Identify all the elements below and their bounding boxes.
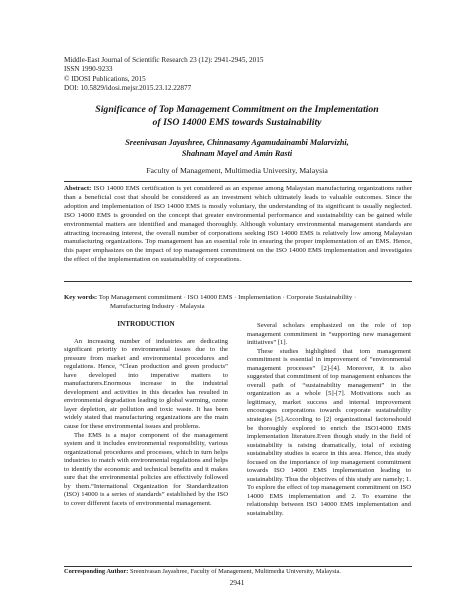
right-paragraph-1: Several scholars emphasized on the role of top management commitment in “supporting new management initiatives” [1]. (247, 322, 411, 347)
footnote-label: Corresponding Author: (64, 568, 129, 575)
keywords-line-1: Top Management commitment · ISO 14000 EMS · Implementation · Corporate Sustainability · (97, 294, 357, 301)
keywords-label: Key words: (64, 294, 98, 301)
introduction-paragraph-2: The EMS is a major component of the management system and it includes environmental responsibility, various organizational procedures and processes, which in turn helps industries to match with environmental regulations and helps to identify the economic and technical benefits and it makes sure that the environmental policies are effectively followed by them.“International Organization for Standardization (ISO) 14000 is a series of standards” established by the ISO to cover different facets of environmental management. (64, 431, 228, 507)
abstract-top-rule (64, 181, 412, 182)
title-line-1: Significance of Top Management Commitment on the Implementation (95, 104, 379, 115)
journal-doi: DOI: 10.5829/idosi.mejsr.2015.23.12.22877 (64, 84, 192, 93)
left-column (64, 320, 228, 508)
footnote-rule (64, 566, 412, 567)
paper-title (60, 104, 414, 129)
journal-copyright: © IDOSI Publications, 2015 (64, 74, 146, 83)
journal-header (64, 56, 263, 94)
right-column (247, 322, 411, 519)
title-line-2: of ISO 14000 EMS towards Sustainability (152, 116, 322, 128)
abstract-text: ISO 14000 EMS certification is yet considered as an expense among Malaysian manufacturing organizations rather than a beneficial cost that should be considered as an investment which ultimately leads to valuable outcomes. Since the adoption and implementation of ISO 14000 EMS is mostly voluntary, the understanding of its significant is usually neglected. ISO 14000 EMS is grounded on the concept that greater environmental performance and sustainability can be gained while environmental matters are identified and managed thoroughly. Although voluntary environmental management standards are attracting increasing interest, the overall number of corporations seeking ISO 14000 EMS is relatively low among Malaysian manufacturing organizations. Top management has an essential role in ensuring the proper implementation of an EMS. Hence, this paper emphasizes on the impact of top management commitment on the ISO 14000 EMS implementation and investigates the effect of the implementation on sustainability of corporations. (64, 185, 412, 264)
journal-issn: ISSN 1990-9233 (64, 65, 113, 74)
page-number: 2941 (229, 578, 245, 587)
abstract-block (64, 185, 412, 265)
corresponding-author-note (64, 568, 424, 576)
keywords-line-2: Manufacturing Industry · Malaysia (110, 302, 205, 310)
affiliation: Faculty of Management, Multimedia University, Malaysia (146, 166, 328, 175)
author-list (60, 137, 414, 159)
abstract-label: Abstract: (64, 185, 92, 192)
footnote-text: Sreenivasan Jayashree, Faculty of Management, Multimedia University, Malaysia. (128, 568, 341, 575)
journal-citation: Middle-East Journal of Scientific Research 23 (12): 2941-2945, 2015 (64, 56, 264, 64)
abstract-bottom-rule (64, 281, 412, 282)
introduction-paragraph-1: An increasing number of industries are dedicating significant priority to environmental issues due to the pressure from market and environmental procedures and regulations. Hence, “Clean production and green products” have developed into imperative matters to manufacturers.Enormous increase in the industrial development and activities in this decades has resulted in environmental degradation leading to global warming, ozone layer depletion, air pollution and toxic waste. It has been widely stated that manufacturing organizations are the main cause for these environmental issues and problems. (64, 337, 228, 431)
right-paragraph-2: These studies highlighted that tom management commitment is essential in improvement of “environmental management processes” [2]-[4]. Moreover, it is also suggested that commitment of top management enhances the overall path of “sustainability management” in the organization as a whole [5]-[7]. Motivations such as legitimacy, market success and internal improvement encourages corporations towards corporate sustainability strategies [5].According to [2] organizational factorsshould be thoroughly explored to enrich the ISO14000 EMS implementation literature.Even though study in the field of sustainability is raising dramatically, total of existing sustainability studies is scarce in this area. Hence, this study focused on the importance of top management commitment towards ISO 14000 EMS implementation leading to sustainability. Thus the objectives of this study are namely; 1. To explore the effect of top management commitment on ISO 14000 EMS implementation and 2. To examine the relationship between ISO 14000 EMS implementation and sustainability. (247, 347, 411, 518)
authors-line-2: Shahnam Mayel and Amin Rasti (181, 149, 293, 158)
authors-line-1: Sreenivasan Jayashree, Chinnasamy Agamudainambi Malarvizhi, (125, 138, 349, 147)
introduction-heading: INTRODUCTION (117, 320, 175, 328)
keywords-block (64, 294, 412, 312)
